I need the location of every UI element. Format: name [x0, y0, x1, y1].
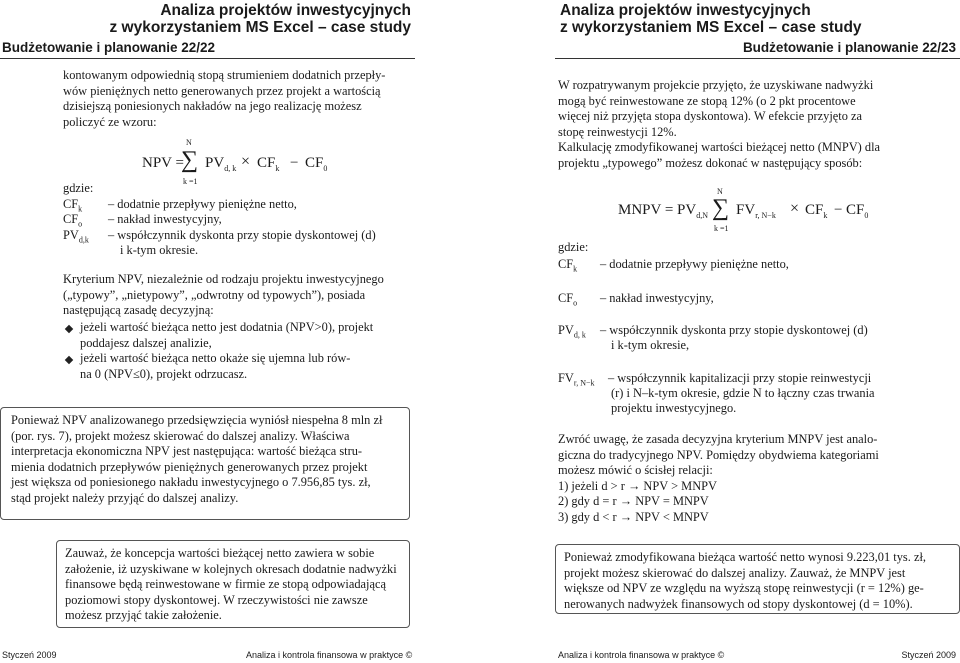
bullet-icon — [65, 325, 73, 333]
footer-date: Styczeń 2009 — [901, 650, 956, 660]
relation-item: 1) jeżeli d > r → NPV > MNPV — [558, 478, 717, 493]
bullet-icon — [65, 356, 73, 364]
minus-symbol: − — [290, 155, 299, 171]
conclusion-box: Ponieważ zmodyfikowana bieżąca wartość netto wynosi 9.223,01 tys. zł, projekt możesz skierować do dalszej analizy. Zauważ, że MNPV jest większe od NPV ze względu na wyższą stopę reinwestycji (r = 12%) ge- nerowanych nadwyżek finansowych od stopy dyskontowej (d = 10%). — [555, 544, 960, 614]
definition-row: $PV_{d, k}$ — [558, 323, 586, 340]
header-subtitle: Budżetowanie i planowanie 22/22 — [2, 40, 216, 55]
footer-publication: Analiza i kontrola finansowa w praktyce © — [246, 650, 413, 660]
right-header — [560, 2, 862, 36]
note-box: Zauważ, że koncepcja wartości bieżącej netto zawiera w sobie założenie, iż uzyskiwane w kolejnych okresach dodatnie nadwyżki finansowe będą reinwestowane w firmie ze stopą odpowiadającą poziomowi stopy dyskontowej. W rzeczywistości nie zawsze możesz przyjąć takie założenie. — [56, 540, 410, 628]
header-subtitle: Budżetowanie i planowanie 22/23 — [742, 40, 956, 55]
header-title-line1: Analiza projektów inwestycyjnych — [560, 2, 811, 19]
definition-row: $CF_k$ — [63, 197, 83, 214]
sum-symbol: ∑ — [712, 195, 730, 221]
footer-publication: Analiza i kontrola finansowa w praktyce © — [558, 650, 725, 660]
right-page: Analiza projektów inwestycyjnych z wykorzystaniem MS Excel – case study Budżetowanie i planowanie 22/23 W rozpatrywanym projekcie przyjęto, że uzyskiwane nadwyżki mogą być reinwestowane ze stopą 12% (o 2 pkt procentowe więcej niż przyjęta stopa dyskontowa). W efekcie przyjęto za stopę reinwestycji 12%. Kalkulację zmodyfikowanej wartości bieżącej netto (MNPV) dla projektu „typowego” możesz dokonać w następujący sposób: MNPV = $PV_{d,N}$ N ∑ k =1 $FV_{r, N-k}$ × $CF_k$ − $CF_0$ gdzie: $CF_k$ – dodatnie przepływy pieniężne netto, $CF_o$ – nakład inwestycyjny, $PV_{d, k}$ – współczynnik dyskonta przy stopie dyskontowej (d) i k-tym okresie, $FV_{r, N-k}$ – współczynnik kapitalizacji przy stopie reinwestycji (r) i N–k-tym okresie, gdzie N to łączny czas trwania projektu inwestycyjnego. Zwróć uwagę, że zasada decyzyjna kryterium MNPV jest analo- giczna do tradycyjnego NPV. Pomiędzy obydwiema kategoriami możesz mówić o ścisłej relacji: 1) jeżeli d > r → NPV > MNPV 2) gdy d = r → NPV = MNPV 3) gdy d < r → NPV < MNPV Ponieważ zmodyfikowana bieżąca wartość netto wynosi 9.223,01 tys. zł, projekt możesz skierować do dalszej analizy. Zauważ, że MNPV jest większe od NPV ze względu na wyższą stopę reinwestycji (r = 12%) ge- nerowanych nadwyżek finansowych od stopy dyskontowej (d = 10%). Analiza i kontrola finansowa w praktyce © Styczeń 2009 — [480, 0, 960, 663]
definition-row: $CF_k$ — [558, 257, 578, 274]
where-label: gdzie: — [558, 240, 589, 254]
header-title-line1: Analiza projektów inwestycyjnych — [160, 2, 411, 19]
bullet-item: jeżeli wartość bieżąca netto okaże się ujemna lub rów- na 0 (NPV≤0), projekt odrzucasz. — [80, 351, 351, 381]
relation-item: 2) gdy d = r → NPV = MNPV — [558, 494, 709, 508]
header-rule — [0, 58, 415, 59]
header-title-line2: z wykorzystaniem MS Excel – case study — [109, 19, 411, 36]
definition-row: $CF_o$ — [63, 212, 83, 229]
intro-paragraph: kontowanym odpowiednią stopą strumieniem dodatnich przepły- wów pieniężnych netto generowanych przez projekt a wartością dzisiejszą poniesionych nakładów na jego realizację możesz policzyć ze wzoru: — [63, 68, 386, 129]
header-rule — [555, 58, 960, 59]
intro-paragraph: W rozpatrywanym projekcie przyjęto, że uzyskiwane nadwyżki mogą być reinwestowane ze stopą 12% (o 2 pkt procentowe więcej niż przyjęta stopa dyskontowa). W efekcie przyjęto za stopę reinwestycji 12%. Kalkulację zmodyfikowanej wartości bieżącej netto (MNPV) dla projektu „typowego” możesz dokonać w następujący sposób: — [558, 78, 881, 170]
left-header — [0, 2, 411, 36]
definition-row: $FV_{r, N-k}$ — [558, 371, 595, 388]
header-title-line2: z wykorzystaniem MS Excel – case study — [560, 19, 862, 36]
definition-row: $CF_o$ — [558, 291, 578, 308]
times-symbol: × — [241, 153, 251, 170]
bullet-item: jeżeli wartość bieżąca netto jest dodatnia (NPV>0), projekt poddajesz dalszej analizie, — [80, 320, 374, 350]
times-symbol: × — [790, 200, 800, 217]
criterion-paragraph: Kryterium NPV, niezależnie od rodzaju projektu inwestycyjnego („typowy”, „nietypowy”, „odwrotny od typowych”), posiada następującą zasadę decyzyjną: — [63, 272, 384, 317]
relation-item: 3) gdy d < r → NPV < MNPV — [558, 509, 709, 524]
left-page: Analiza projektów inwestycyjnych z wykorzystaniem MS Excel – case study Budżetowanie i planowanie 22/22 kontowanym odpowiednią stopą strumieniem dodatnich przepły- wów pieniężnych netto generowanych przez projekt a wartością dzisiejszą poniesionych nakładów na jego realizację możesz policzyć ze wzoru: NPV = N ∑ k =1 $PV_{d, k}$ × $CF_k$ − $CF_0$ gdzie: $CF_k$ – dodatnie przepływy pieniężne netto, $CF_o$ – nakład inwestycyjny, $PV_{d,k}$ – współczynnik dyskonta przy stopie dyskontowej (d) i k-tym okresie. Kryterium NPV, niezależnie od rodzaju projektu inwestycyjnego („typowy”, „nietypowy”, „odwrotny od typowych”), posiada następującą zasadę decyzyjną: jeżeli wartość bieżąca netto jest dodatnia (NPV>0), projekt poddajesz dalszej analizie, jeżeli wartość bieżąca netto okaże się ujemna lub rów- na 0 (NPV≤0), projekt odrzucasz. Ponieważ NPV analizowanego przedsięwzięcia wyniósł niespełna 8 mln zł (por. rys. 7), projekt możesz skierować do dalszej analizy. Właściwa interpretacja ekonomiczna NPV jest następująca: wartość bieżąca stru- mienia dodatnich przepływów pieniężnych generowanych przez projekt jest większa od poniesionego nakładu inwestycyjnego o 7.956,85 tys. zł, stąd projekt należy przyjąć do dalszej analizy. Zauważ, że koncepcja wartości bieżącej netto zawiera w sobie założenie, iż uzyskiwane w kolejnych okresach dodatnie nadwyżki finansowe będą reinwestowane w firmie ze stopą odpowiadającą poziomowi stopy dyskontowej. W rzeczywistości nie zawsze możesz przyjąć takie założenie. Styczeń 2009 Analiza i kontrola finansowa w praktyce © — [0, 0, 480, 663]
footer-date: Styczeń 2009 — [2, 650, 57, 660]
minus-symbol: − — [834, 202, 843, 218]
conclusion-box: Ponieważ NPV analizowanego przedsięwzięcia wyniósł niespełna 8 mln zł (por. rys. 7), projekt możesz skierować do dalszej analizy. Właściwa interpretacja ekonomiczna NPV jest następująca: wartość bieżąca stru- mienia dodatnich przepływów pieniężnych generowanych przez projekt jest większa od poniesionego nakładu inwestycyjnego o 7.956,85 tys. zł, stąd projekt należy przyjąć do dalszej analizy. — [0, 407, 410, 520]
definition-row: $PV_{d,k}$ — [63, 228, 89, 245]
rule-paragraph: Zwróć uwagę, że zasada decyzyjna kryterium MNPV jest analo- giczna do tradycyjnego NPV. Pomiędzy obydwiema kategoriami możesz mówić o ścisłej relacji: 1) jeżeli d > r → NPV > MNPV 2) gdy d = r → NPV = MNPV 3) gdy d < r → NPV < MNPV — [558, 432, 950, 525]
sum-symbol: ∑ — [181, 147, 199, 173]
where-label: gdzie: — [63, 181, 94, 195]
